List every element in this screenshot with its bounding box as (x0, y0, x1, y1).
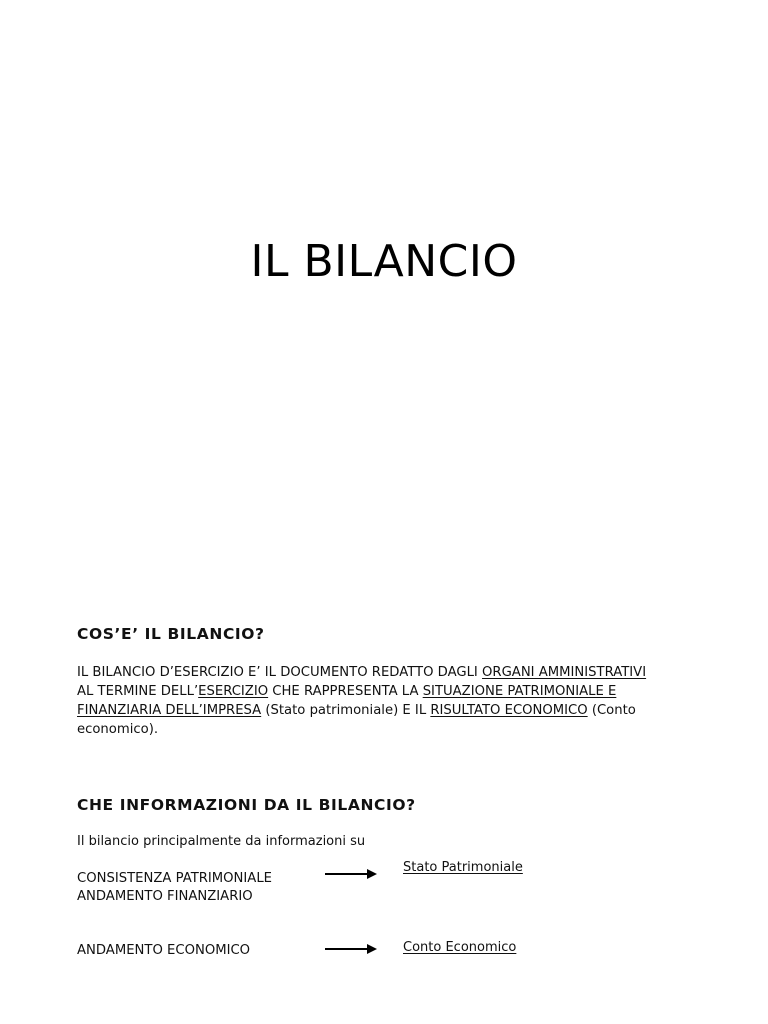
intro-text: Il bilancio principalmente da informazioni su (77, 834, 366, 849)
link-conto-economico[interactable]: Conto Economico (403, 940, 517, 955)
section-heading-what-is: COS’E’ IL BILANCIO? (77, 625, 265, 643)
info-item-line: ANDAMENTO FINANZIARIO (77, 889, 253, 904)
definition-paragraph (77, 663, 657, 739)
right-arrow-icon (325, 868, 377, 880)
info-item-economico (77, 942, 250, 960)
paragraph-text: (Conto economico). (77, 703, 636, 737)
right-arrow-icon (325, 943, 377, 955)
paragraph-text: AL TERMINE DELL’ (77, 684, 199, 699)
info-item-patrimoniale (77, 870, 272, 906)
underlined-term-risultato-economico: RISULTATO ECONOMICO (430, 703, 588, 718)
paragraph-text: CHE RAPPRESENTA LA (268, 684, 423, 699)
paragraph-text: IL BILANCIO D’ESERCIZIO E’ IL DOCUMENTO REDATTO DAGLI (77, 665, 483, 680)
page-title: IL BILANCIO (250, 236, 518, 287)
info-item-line: ANDAMENTO ECONOMICO (77, 943, 251, 958)
link-stato-patrimoniale[interactable]: Stato Patrimoniale (403, 860, 523, 875)
underlined-term-organi-amministrativi: ORGANI AMMINISTRATIVI (482, 665, 647, 680)
info-item-line: CONSISTENZA PATRIMONIALE (77, 871, 273, 886)
underlined-term-esercizio: ESERCIZIO (198, 684, 269, 699)
section-heading-information: CHE INFORMAZIONI DA IL BILANCIO? (77, 796, 416, 814)
paragraph-text: (Stato patrimoniale) E IL (261, 703, 431, 718)
underlined-term-situazione: SITUAZIONE PATRIMONIALE E FINANZIARIA DELL’IMPRESA (77, 684, 617, 718)
